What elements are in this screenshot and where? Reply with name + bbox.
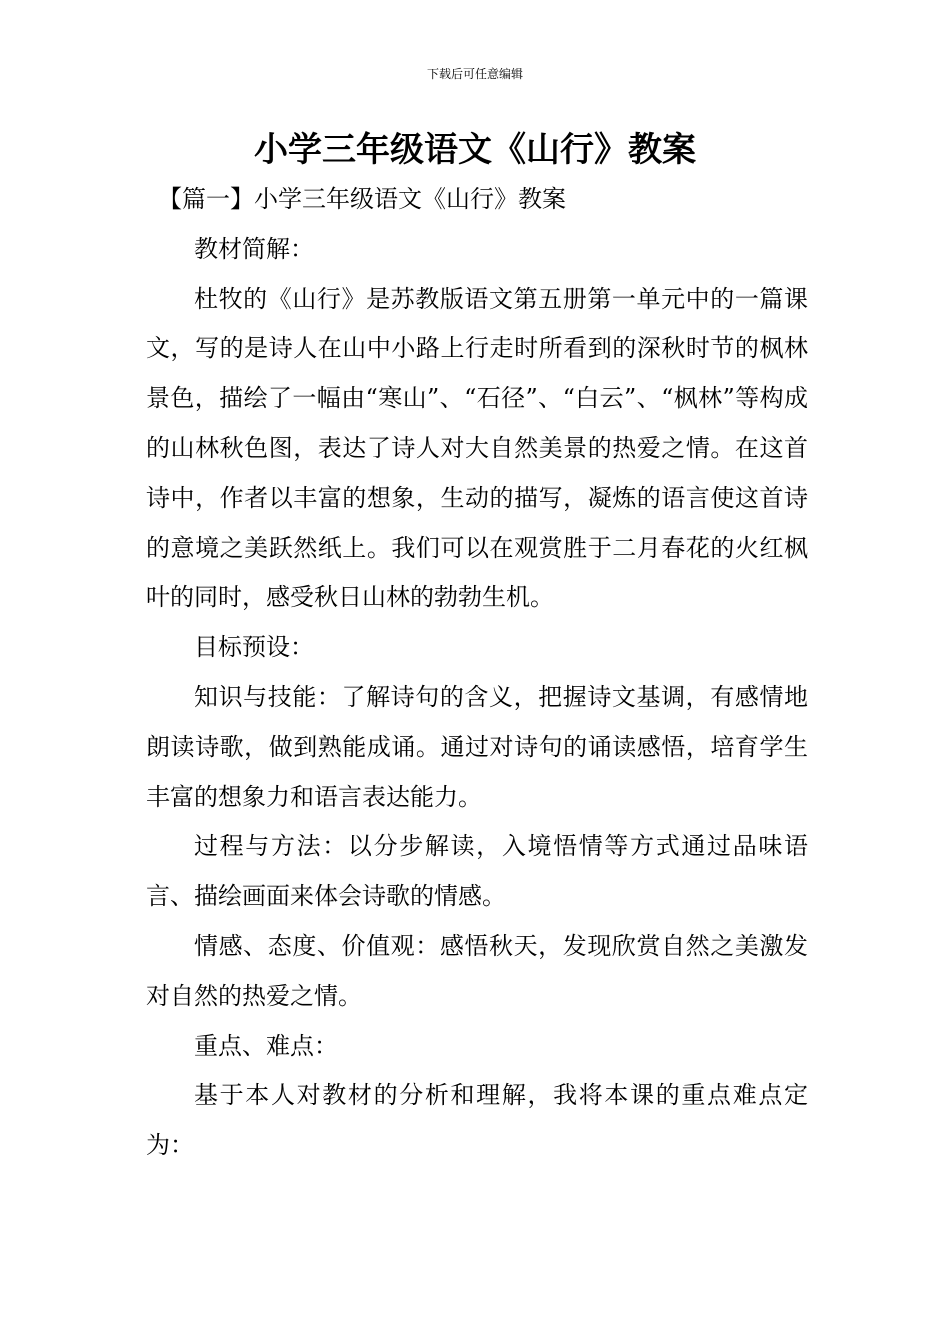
header-note: 下载后可任意编辑 xyxy=(426,67,523,81)
document-title: 小学三年级语文《山行》教案 xyxy=(254,130,696,170)
paragraph-knowledge-skills: 知识与技能：了解诗句的含义，把握诗文基调，有感情地朗读诗歌，做到熟能成诵。通过对诗句的诵读感悟，培育学生丰富的想象力和语言表达能力。 xyxy=(146,682,808,811)
document-body xyxy=(146,175,808,1171)
section-heading: 【篇一】小学三年级语文《山行》教案 xyxy=(158,185,566,213)
paragraph-process-methods: 过程与方法：以分步解读，入境悟情等方式通过品味语言、描绘画面来体会诗歌的情感。 xyxy=(146,832,808,911)
heading-goals: 目标预设： xyxy=(194,633,314,662)
heading-key-points: 重点、难点： xyxy=(194,1031,338,1060)
paragraph-emotion-values: 情感、态度、价值观：感悟秋天，发现欣赏自然之美激发对自然的热爱之情。 xyxy=(146,931,808,1010)
paragraph-key-points: 基于本人对教材的分析和理解，我将本课的重点难点定为： xyxy=(146,1081,808,1160)
heading-textbook-overview: 教材简解： xyxy=(194,234,314,263)
paragraph-textbook-overview: 杜牧的《山行》是苏教版语文第五册第一单元中的一篇课文，写的是诗人在山中小路上行走时所看到的深秋时节的枫林景色，描绘了一幅由“寒山”、“石径”、“白云”、“枫林”等构成的山林秋色图，表达了诗人对大自然美景的热爱之情。在这首诗中，作者以丰富的想象，生动的描写，凝炼的语言使这首诗的意境之美跃然纸上。我们可以在观赏胜于二月春花的火红枫叶的同时，感受秋日山林的勃勃生机。 xyxy=(146,284,808,612)
